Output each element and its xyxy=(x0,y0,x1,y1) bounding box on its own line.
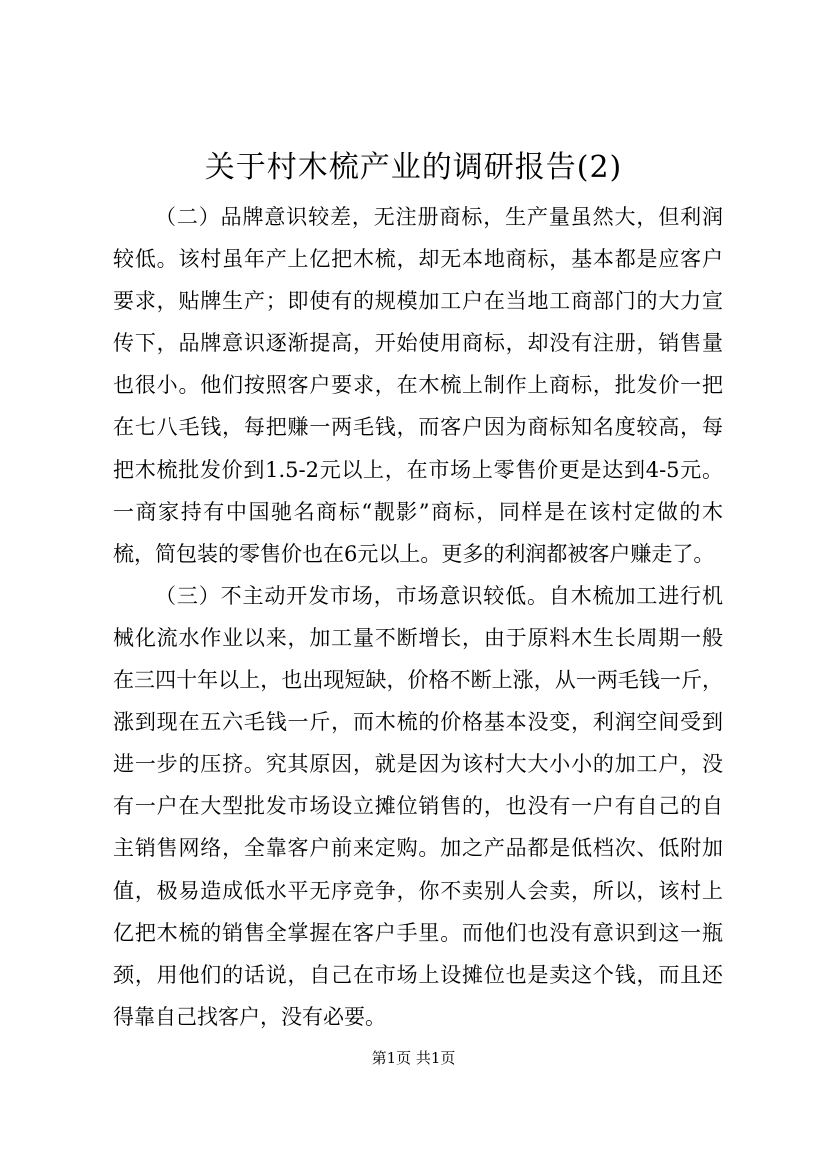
document-title: 关于村木梳产业的调研报告(2) xyxy=(204,150,623,185)
paragraph-line: 值，极易造成低水平无序竞争，你不卖别人会卖，所以，该村上 xyxy=(113,878,723,903)
paragraph-line: 械化流水作业以来，加工量不断增长，由于原料木生长周期一般 xyxy=(113,625,723,650)
paragraph-line: （二）品牌意识较差，无注册商标，生产量虽然大，但利润 xyxy=(155,205,723,229)
paragraph-line: 主销售网络，全靠客户前来定购。加之产品都是低档次、低附加 xyxy=(113,836,723,861)
paragraph-line: 传下，品牌意识逐渐提高，开始使用商标，却没有注册，销售量 xyxy=(113,331,723,356)
paragraph-line: 有一户在大型批发市场设立摊位销售的，也没有一户有自己的自 xyxy=(113,794,723,819)
paragraph-line: 得靠自己找客户，没有必要。 xyxy=(113,1004,386,1029)
paragraph-line: （三）不主动开发市场，市场意识较低。自木梳加工进行机 xyxy=(155,583,723,608)
paragraph-line: 进一步的压挤。究其原因，就是因为该村大大小小的加工户，没 xyxy=(113,752,723,777)
paragraph-line: 在三四十年以上，也出现短缺，价格不断上涨，从一两毛钱一斤， xyxy=(113,668,723,693)
document-body xyxy=(113,196,723,1038)
paragraph-line: 在七八毛钱，每把赚一两毛钱，而客户因为商标知名度较高，每 xyxy=(113,415,723,440)
paragraph-line: 也很小。他们按照客户要求，在木梳上制作上商标，批发价一把 xyxy=(113,373,723,398)
paragraph-line: 一商家持有中国驰名商标“靓影”商标，同样是在该村定做的木 xyxy=(113,499,723,524)
paragraph-line: 亿把木梳的销售全掌握在客户手里。而他们也没有意识到这一瓶 xyxy=(113,920,723,945)
paragraph-line: 颈，用他们的话说，自己在市场上设摊位也是卖这个钱，而且还 xyxy=(113,962,723,987)
paragraph-line: 要求，贴牌生产；即使有的规模加工户在当地工商部门的大力宣 xyxy=(113,289,723,314)
paragraph-line: 把木梳批发价到1.5-2元以上，在市场上零售价更是达到4-5元。 xyxy=(113,457,723,482)
page-footer: 第1页 共1页 xyxy=(371,1049,456,1067)
paragraph-line: 涨到现在五六毛钱一斤，而木梳的价格基本没变，利润空间受到 xyxy=(113,710,723,735)
paragraph-line: 较低。该村虽年产上亿把木梳，却无本地商标，基本都是应客户 xyxy=(113,247,723,272)
paragraph-line: 梳，简包装的零售价也在6元以上。更多的利润都被客户赚走了。 xyxy=(113,541,715,566)
